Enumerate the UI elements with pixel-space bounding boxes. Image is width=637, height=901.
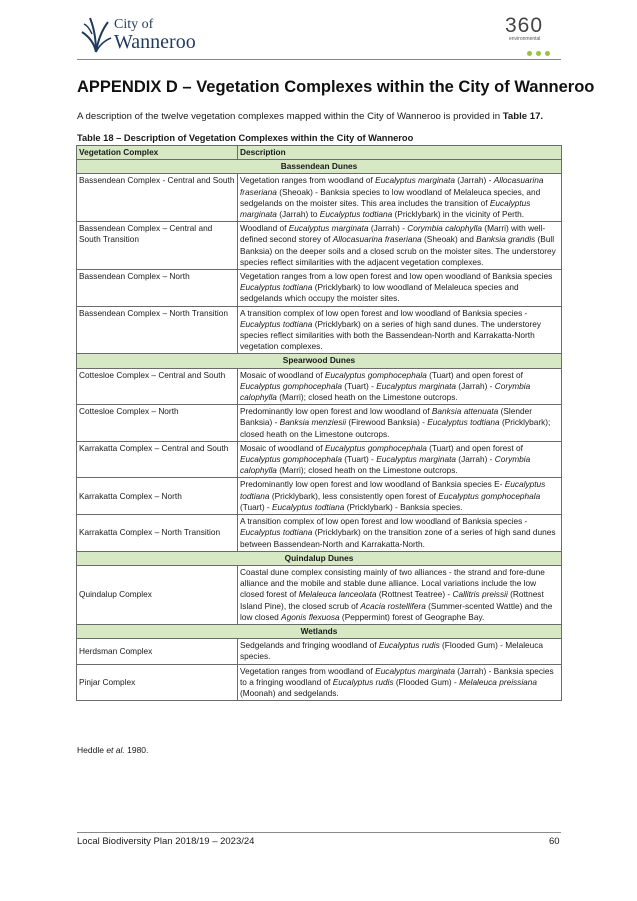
description-text: (Marri) with well-defined second storey of <box>240 223 546 245</box>
species-name: Eucalyptus marginata <box>375 665 455 676</box>
complex-name-cell: Bassendean Complex – North Transition <box>77 306 238 354</box>
table-row <box>77 174 562 222</box>
description-text: Vegetation ranges from woodland of <box>240 665 376 676</box>
description-text: (Rottnest Teatree) - <box>376 589 453 600</box>
logo-number: 360 <box>505 14 544 37</box>
description-text: (Tuart) - <box>341 380 377 391</box>
table-body <box>77 160 562 701</box>
logo-word: environmental <box>509 36 541 42</box>
species-name: Eucalyptus gomphocephala <box>324 369 427 380</box>
species-name: Eucalyptus todtiana <box>240 527 313 538</box>
table-row <box>77 270 562 307</box>
description-text: Woodland of <box>240 223 289 234</box>
complex-name-cell: Karrakatta Complex – North <box>77 478 238 515</box>
group-heading: Bassendean Dunes <box>77 160 562 174</box>
description-cell <box>238 515 562 552</box>
group-row <box>77 354 562 368</box>
table-row <box>77 368 562 405</box>
species-name: Eucalyptus marginata <box>288 223 369 234</box>
description-text: (Flooded Gum) - Melaleuca species. <box>240 640 544 662</box>
description-cell <box>238 664 562 701</box>
description-text: (Slender Banksia) - <box>240 406 532 428</box>
table-row <box>77 222 562 270</box>
description-cell <box>238 441 562 478</box>
complex-name-cell: Cottesloe Complex – North <box>77 405 238 442</box>
description-text: Sedgelands and fringing woodland of <box>240 640 379 651</box>
species-name: Eucalyptus gomphocephala <box>240 454 342 465</box>
source-author: Heddle <box>77 745 107 755</box>
species-name: Melaleuca lanceolata <box>298 589 377 600</box>
description-text: (Jarrah) - <box>454 175 494 186</box>
description-text: (Bull Banksia) on the deeper soils and a closed scrub on the moister sites. The understorey species reflect similarities with the adjacent vegetation complexes. <box>240 234 556 267</box>
complex-name-cell: Bassendean Complex – North <box>77 270 238 307</box>
360-environmental-logo <box>505 14 567 52</box>
source-et-al: et al. <box>106 745 125 755</box>
species-name: Banksia menziesii <box>279 417 347 428</box>
table-row <box>77 639 562 664</box>
species-name: Callitris preissii <box>452 589 508 600</box>
logo-text-wanneroo: Wanneroo <box>114 31 196 53</box>
description-text: (Tuart) - <box>240 501 272 512</box>
description-text: Mosaic of woodland of <box>240 442 325 453</box>
table-row <box>77 664 562 701</box>
species-name: Eucalyptus todtiana <box>240 318 313 329</box>
species-name: Acacia rostellifera <box>360 600 426 611</box>
description-text: (Pricklybark); closed heath on the Limestone outcrops. <box>240 417 551 439</box>
description-text: Predominantly low open forest and low woodland of Banksia species E- <box>240 479 505 490</box>
description-cell <box>238 270 562 307</box>
species-name: Corymbia calophylla <box>240 380 531 403</box>
header-vegetation-complex: Vegetation Complex <box>77 146 238 160</box>
description-text: (Peppermint) forest of Geographe Bay. <box>339 611 485 622</box>
group-heading: Spearwood Dunes <box>77 354 562 368</box>
species-name: Eucalyptus marginata <box>375 175 455 186</box>
group-row <box>77 624 562 638</box>
description-cell <box>238 222 562 270</box>
species-name: Eucalyptus todtiana <box>240 282 313 293</box>
description-text: (Flooded Gum) - <box>393 676 460 687</box>
species-name: Eucalyptus gomphocephala <box>438 490 541 501</box>
description-text: (Pricklybark), less consistently open forest of <box>269 490 439 501</box>
species-name: Corymbia calophylla <box>240 454 531 476</box>
table-row <box>77 515 562 552</box>
description-text: (Moonah) and sedgelands. <box>240 687 339 698</box>
species-name: Melaleuca preissiana <box>459 676 538 687</box>
species-name: Corymbia calophylla <box>407 223 482 234</box>
complex-name-cell: Herdsman Complex <box>77 639 238 664</box>
description-text: Coastal dune complex consisting mainly of two alliances - the strand and fore-dune alliance and the mobile and stable dune alliance. Local variations include the low closed forest of <box>240 566 545 600</box>
description-cell <box>238 174 562 222</box>
description-text: Vegetation ranges from a low open forest and low open woodland of Banksia species <box>240 271 553 282</box>
description-text: (Tuart) and open forest of <box>426 442 523 453</box>
species-name: Eucalyptus marginata <box>376 380 456 391</box>
source-year: 1980. <box>124 745 149 755</box>
species-name: Banksia attenuata <box>431 406 499 417</box>
table-caption: Table 18 – Description of Vegetation Complexes within the City of Wanneroo <box>77 133 414 143</box>
logo-text-city-of: City of <box>114 17 154 32</box>
species-name: Agonis flexuosa <box>281 611 340 622</box>
description-text: A transition complex of low open forest and low woodland of Banksia species - <box>240 307 528 318</box>
table-row <box>77 565 562 624</box>
page-number: 60 <box>549 836 560 847</box>
species-name: Eucalyptus gomphocephala <box>324 442 427 453</box>
description-cell <box>238 565 562 624</box>
table-row <box>77 441 562 478</box>
description-text: (Tuart) - <box>341 454 377 465</box>
vegetation-complex-table <box>76 145 562 701</box>
table-row <box>77 306 562 354</box>
species-name: Allocasuarina fraseriana <box>240 175 544 197</box>
group-row <box>77 551 562 565</box>
intro-paragraph <box>77 111 543 122</box>
table-row <box>77 478 562 515</box>
description-text: (Rottnest Island Pine), the closed scrub of <box>240 589 544 611</box>
species-name: Eucalyptus rudis <box>378 640 440 651</box>
species-name: Banksia grandis <box>476 234 536 245</box>
species-name: Eucalyptus todtiana <box>319 209 393 220</box>
complex-name-cell: Bassendean Complex – Central and South Transition <box>77 222 238 270</box>
species-name: Eucalyptus marginata <box>376 454 456 465</box>
description-text: (Pricklybark) - Banksia species. <box>344 501 463 512</box>
description-text: Predominantly low open forest and low woodland of <box>240 406 432 417</box>
table-source <box>77 745 148 755</box>
species-name: Allocasuarina fraseriana <box>332 234 422 245</box>
complex-name-cell: Quindalup Complex <box>77 565 238 624</box>
species-name: Eucalyptus marginata <box>240 197 531 220</box>
complex-name-cell: Karrakatta Complex – Central and South <box>77 441 238 478</box>
species-name: Eucalyptus todtiana <box>240 479 546 501</box>
species-name: Eucalyptus todtiana <box>427 417 500 428</box>
description-text: (Pricklybark) on the transition zone of a series of high sand dunes between Bassendean-North and Karrakatta-North. <box>240 527 556 549</box>
intro-table-reference: Table 17. <box>502 111 544 122</box>
complex-name-cell: Karrakatta Complex – North Transition <box>77 515 238 552</box>
footer-divider <box>77 832 561 833</box>
description-text: (Jarrah) - <box>456 380 495 391</box>
plant-logo-icon <box>80 14 112 54</box>
description-text: (Tuart) and open forest of <box>426 369 523 380</box>
description-text: (Sheoak) - Banksia species to low woodland of Melaleuca species, and sedgelands on the moister sites. This area includes the transition of <box>240 186 541 208</box>
species-name: Eucalyptus gomphocephala <box>240 380 342 391</box>
description-text: (Pricklybark) on a series of high sand dunes. The understorey species reflect similarities with both the Bassendean-North and Karrakatta-North vegetation complexes. <box>240 318 542 352</box>
description-text: (Firewood Banksia) - <box>346 417 428 428</box>
description-text: (Marri); closed heath on the Limestone outcrops. <box>276 465 458 476</box>
footer-document-title: Local Biodiversity Plan 2018/19 – 2023/24 <box>77 836 255 847</box>
table-row <box>77 405 562 442</box>
description-text: A transition complex of low open forest and low woodland of Banksia species - <box>240 516 528 527</box>
description-text: Mosaic of woodland of <box>240 369 325 380</box>
header-divider <box>77 59 561 60</box>
description-cell <box>238 368 562 405</box>
description-text: (Jarrah) - <box>456 454 495 465</box>
description-text: (Jarrah) - Banksia species to a fringing woodland of <box>240 665 554 687</box>
description-cell <box>238 639 562 664</box>
description-text: (Pricklybark) to low woodland of Melaleuca species and sedgelands which occupy the moister sites. <box>240 282 519 304</box>
description-text: Vegetation ranges from woodland of <box>240 175 376 186</box>
description-text: (Jarrah) to <box>276 209 320 220</box>
page-title: APPENDIX D – Vegetation Complexes within the City of Wanneroo <box>77 78 595 96</box>
complex-name-cell: Bassendean Complex - Central and South <box>77 174 238 222</box>
description-text: (Sheoak) and <box>421 234 477 245</box>
description-cell <box>238 405 562 442</box>
group-row <box>77 160 562 174</box>
description-cell <box>238 306 562 354</box>
complex-name-cell: Pinjar Complex <box>77 664 238 701</box>
header-description: Description <box>238 146 562 160</box>
table-header-row <box>77 146 562 160</box>
intro-text: A description of the twelve vegetation complexes mapped within the City of Wanneroo is provided in <box>77 111 503 122</box>
species-name: Eucalyptus rudis <box>332 676 394 687</box>
group-heading: Quindalup Dunes <box>77 551 562 565</box>
complex-name-cell: Cottesloe Complex – Central and South <box>77 368 238 405</box>
description-text: (Summer-scented Wattle) and the low closed <box>240 600 553 622</box>
description-cell <box>238 478 562 515</box>
description-text: (Pricklybark) in the vicinity of Perth. <box>392 209 525 220</box>
description-text: (Marri); closed heath on the Limestone outcrops. <box>276 392 458 403</box>
group-heading: Wetlands <box>77 624 562 638</box>
city-of-wanneroo-logo <box>80 14 220 56</box>
description-text: (Jarrah) - <box>368 223 408 234</box>
species-name: Eucalyptus todtiana <box>271 501 345 512</box>
